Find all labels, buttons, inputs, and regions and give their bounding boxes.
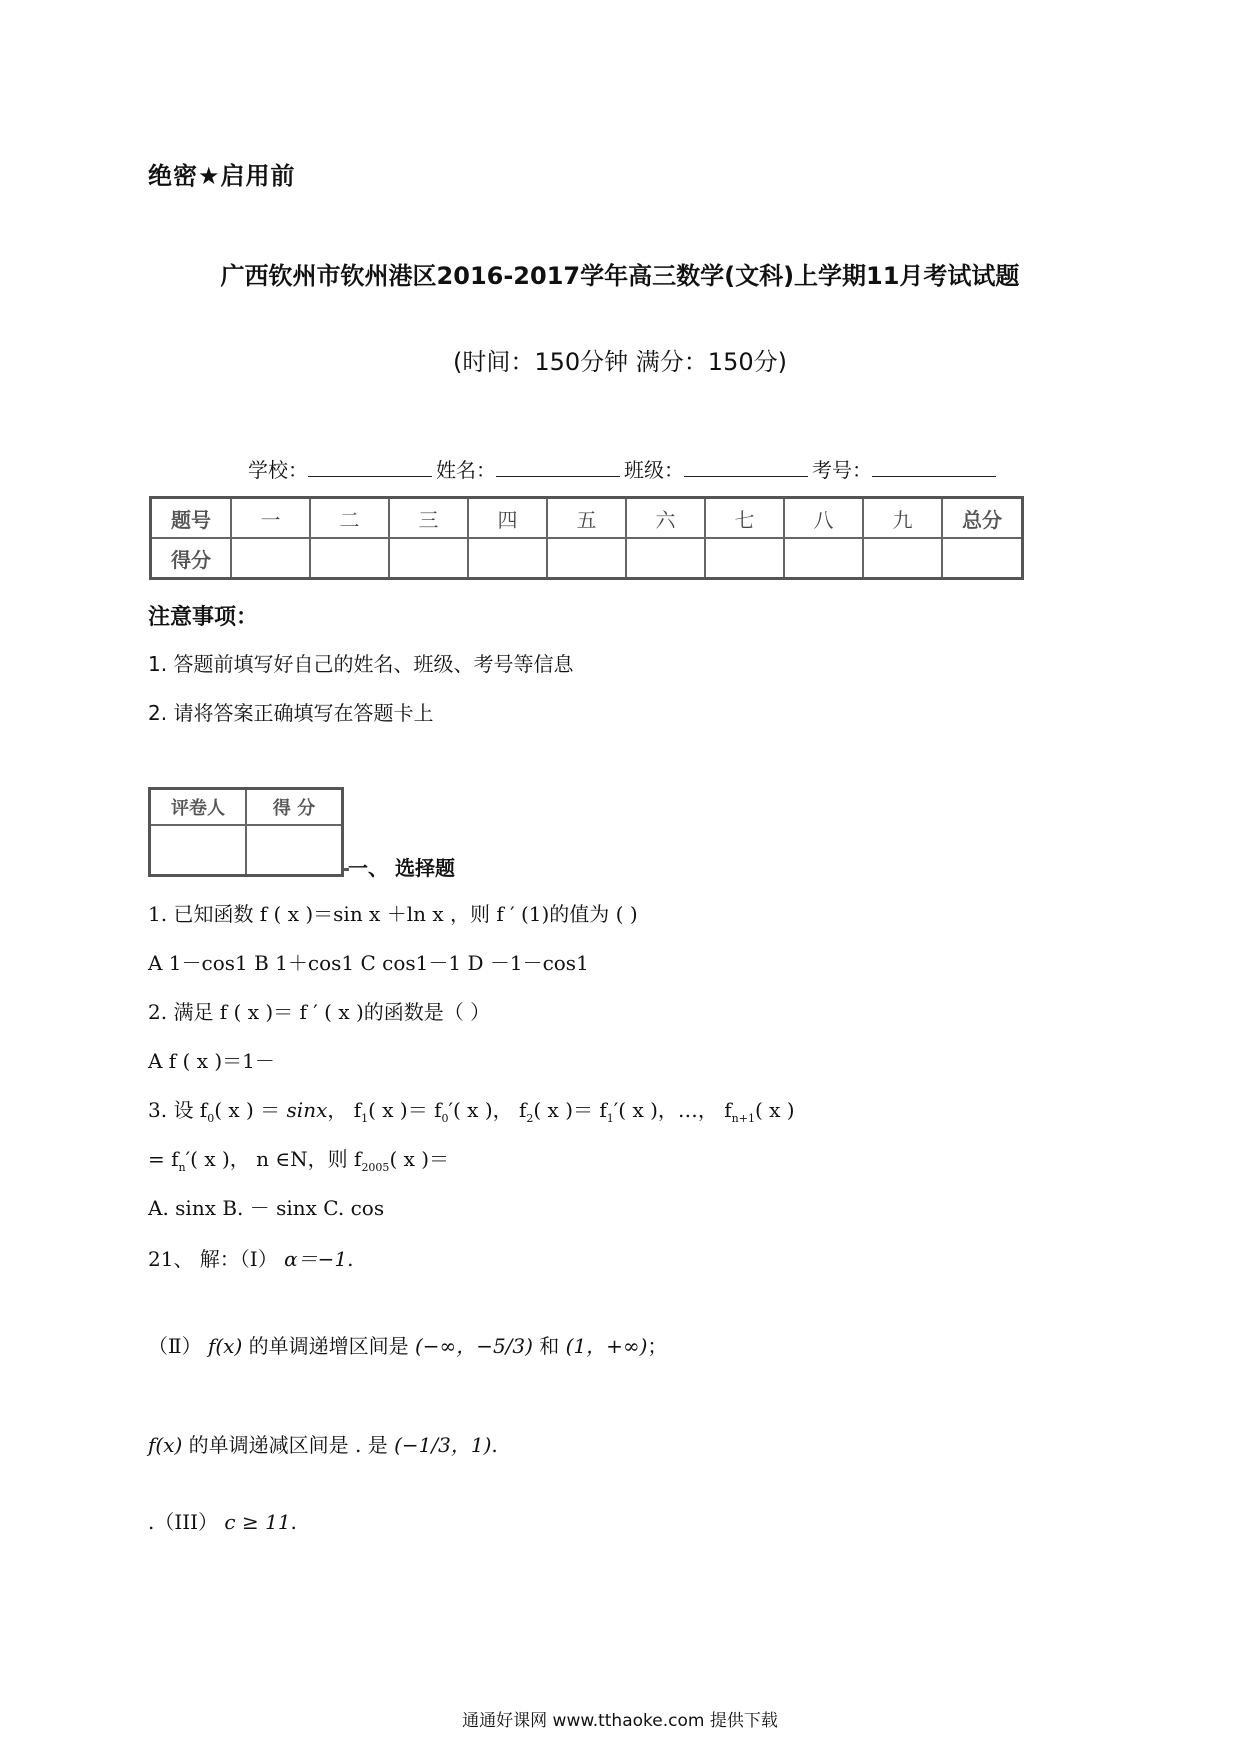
section-heading: 一、 选择题 <box>348 856 455 880</box>
score-header-cell: 一 <box>231 498 310 539</box>
score-cell <box>310 538 389 579</box>
footer-source: 通通好课网 www.tthaoke.com 提供下载 <box>462 1711 778 1731</box>
name-blank <box>496 456 620 477</box>
question-1-options: A 1－cos1 B 1＋cos1 C cos1－1 D －1－cos1 <box>148 951 589 975</box>
school-label: 学校： <box>248 458 308 482</box>
score-header-cell: 六 <box>626 498 705 539</box>
score-cell <box>705 538 784 579</box>
grader-cell <box>150 825 247 876</box>
score-header-cell: 三 <box>389 498 468 539</box>
score-table <box>149 496 1024 580</box>
question-2-option: A f ( x )＝1－ <box>148 1049 275 1073</box>
class-blank <box>684 456 808 477</box>
exam-title: 广西钦州市钦州港区2016-2017学年高三数学(文科)上学期11月考试试题 <box>220 262 1020 290</box>
part-3-label: .（III） <box>148 1510 219 1534</box>
part-2-function: f(x) <box>207 1334 243 1358</box>
decreasing-text: 的单调递减区间是 . 是 <box>188 1433 388 1457</box>
notice-title: 注意事项： <box>148 605 259 630</box>
score-header-cell: 五 <box>547 498 626 539</box>
score-header-cell: 二 <box>310 498 389 539</box>
score-header-cell: 八 <box>784 498 863 539</box>
increasing-interval-1: (−∞，−5/3) <box>414 1334 533 1358</box>
student-info-row <box>248 454 1000 483</box>
score-cell <box>784 538 863 579</box>
score-table-header-row <box>151 498 1023 539</box>
answer-21-part-1: α＝−1 <box>284 1247 348 1271</box>
exam-number-label: 考号： <box>812 458 872 482</box>
score-header-cell: 题号 <box>151 498 232 539</box>
grader-score-header: 得 分 <box>246 789 343 826</box>
score-cell <box>547 538 626 579</box>
notice-item: 2. 请将答案正确填写在答题卡上 <box>148 701 434 725</box>
exam-number-blank <box>872 456 996 477</box>
answer-21-part-2: （Ⅱ） f(x) 的单调递增区间是 (−∞，−5/3) 和 (1，+∞)； <box>148 1334 668 1358</box>
score-cell <box>231 538 310 579</box>
question-3-prefix: 3. 设 f <box>148 1098 208 1122</box>
school-blank <box>308 456 432 477</box>
answer-21-line: 21、 解：（Ⅰ） α＝−1. <box>148 1247 354 1271</box>
answer-21-part-3: .（III） c ≥ 11. <box>148 1510 297 1534</box>
grader-score-cell <box>246 825 343 876</box>
notice-item: 1. 答题前填写好自己的姓名、班级、考号等信息 <box>148 652 574 676</box>
score-row-label: 得分 <box>151 538 232 579</box>
grader-table <box>148 787 344 877</box>
exam-subtitle: (时间：150分钟 满分：150分) <box>453 348 787 376</box>
question-3-options: A. sinx B. － sinx C. cos <box>148 1196 385 1220</box>
score-table-score-row <box>151 538 1023 579</box>
increasing-interval-2: (1，+∞) <box>565 1334 648 1358</box>
class-label: 班级： <box>624 458 684 482</box>
score-header-cell: 七 <box>705 498 784 539</box>
score-cell <box>626 538 705 579</box>
score-cell <box>468 538 547 579</box>
confidential-mark: 绝密★启用前 <box>148 162 296 190</box>
part-3-value: c ≥ 11 <box>224 1510 291 1534</box>
score-cell <box>863 538 942 579</box>
score-header-cell: 九 <box>863 498 942 539</box>
answer-21-label: 21、 解：（Ⅰ） <box>148 1247 278 1271</box>
question-3-eq: = f <box>148 1147 179 1171</box>
part-2-label: （Ⅱ） <box>148 1334 202 1358</box>
decreasing-interval: (−1/3，1) <box>394 1433 492 1457</box>
question-2: 2. 满足 f ( x )＝ f ′ ( x )的函数是（ ） <box>148 1000 491 1024</box>
part-2-and: 和 <box>539 1334 560 1358</box>
score-header-cell: 总分 <box>942 498 1023 539</box>
part-2-text: 的单调递增区间是 <box>248 1334 409 1358</box>
question-1: 1. 已知函数 f ( x )＝sin x ＋ln x ，则 f ′ (1)的值为 ( ) <box>148 902 638 926</box>
answer-21-decreasing: f(x) 的单调递减区间是 . 是 (−1/3，1). <box>148 1433 498 1457</box>
question-3-line-1: 3. 设 $f_0$( x ) ＝ sinx， $f_1$( x )＝ $f_0'$( x )， $f_2$( x )＝ $f_1'$( x )，…， $f_{n+1}$( x ) <box>148 1098 795 1125</box>
grader-header: 评卷人 <box>150 789 247 826</box>
score-cell <box>942 538 1023 579</box>
score-header-cell: 四 <box>468 498 547 539</box>
name-label: 姓名： <box>436 458 496 482</box>
decreasing-function: f(x) <box>148 1433 183 1457</box>
question-3-line-2: = $f_n'$( x )， n ∈N，则 $f_{2005}$( x )＝ <box>148 1147 450 1174</box>
score-cell <box>389 538 468 579</box>
